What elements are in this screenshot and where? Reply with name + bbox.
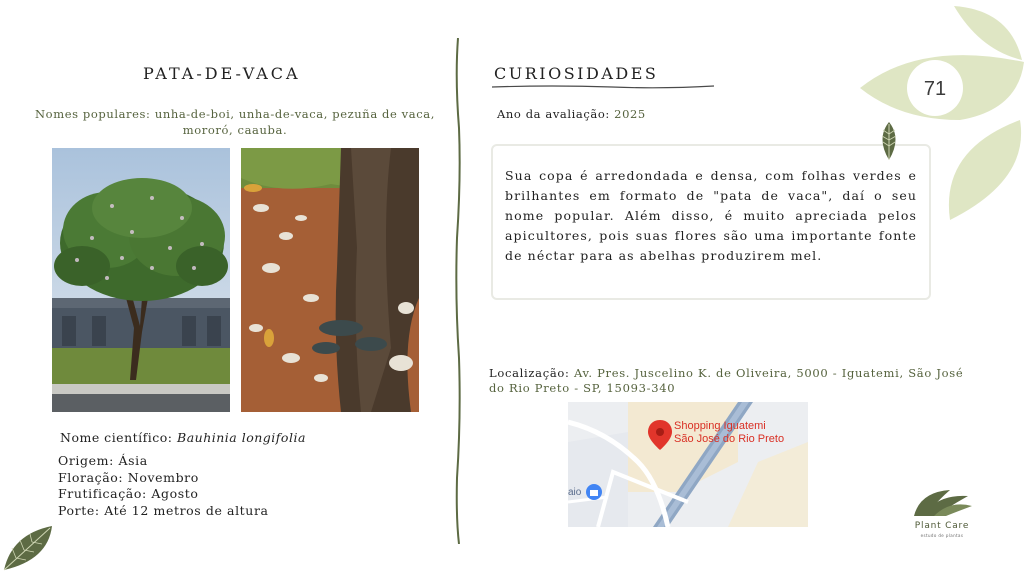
page-number: 71 [923, 78, 947, 100]
scientific-name-label: Nome científico: [60, 430, 173, 445]
small-leaf-icon [876, 120, 902, 162]
corner-leaf-icon [2, 524, 54, 572]
flowering: Floração: Novembro [58, 470, 199, 485]
evaluation-year-line [497, 107, 646, 121]
map-pin-label-line-2: São José do Rio Preto [674, 433, 785, 445]
plant-title: PATA-DE-VACA [143, 64, 301, 83]
trunk-photo [241, 148, 419, 412]
curiosities-title: CURIOSIDADES [494, 64, 659, 83]
shopping-bag-icon [586, 484, 602, 500]
popular-names-label: Nomes populares: [35, 107, 151, 121]
plant-care-logo-icon [906, 486, 978, 540]
curiosities-text: Sua copa é arredondada e densa, com folhas verdes e brilhantes em formato de "pata de vaca", daí o seu nome popular. Além disso, é muito apreciada pelos apicultores, pois suas flores são uma importante fonte de néctar para as abelhas produzirem mel. [505, 168, 917, 263]
fruiting: Frutificação: Agosto [58, 486, 199, 501]
map-pin-label [674, 420, 784, 446]
brand-name: Plant Care [914, 521, 970, 531]
popular-names [30, 106, 440, 138]
location-line [489, 366, 979, 396]
tree-photo [52, 148, 230, 412]
evaluation-year: 2025 [614, 107, 646, 121]
brand-tagline: estudo de plantas [920, 533, 964, 538]
popular-names-value: unha-de-boi, unha-de-vaca, pezuña de vaca, mororó, caauba. [154, 107, 435, 137]
location-label: Localização: [489, 366, 570, 380]
scientific-name-line [60, 430, 306, 445]
column-divider [452, 38, 464, 544]
scientific-name: Bauhinia longifolia [177, 430, 306, 445]
leaf-decoration-icon [860, 0, 1024, 230]
map-side-label: aio [568, 487, 582, 498]
evaluation-year-label: Ano da avaliação: [497, 107, 610, 121]
origin: Origem: Ásia [58, 453, 148, 468]
map-pin-label-line-1: Shopping Iguatemi [674, 420, 766, 432]
location-address: Av. Pres. Juscelino K. de Oliveira, 5000 - Iguatemi, São José do Rio Preto - SP, 15093-340 [489, 366, 964, 395]
title-underline [492, 84, 714, 90]
plant-size: Porte: Até 12 metros de altura [58, 503, 269, 518]
